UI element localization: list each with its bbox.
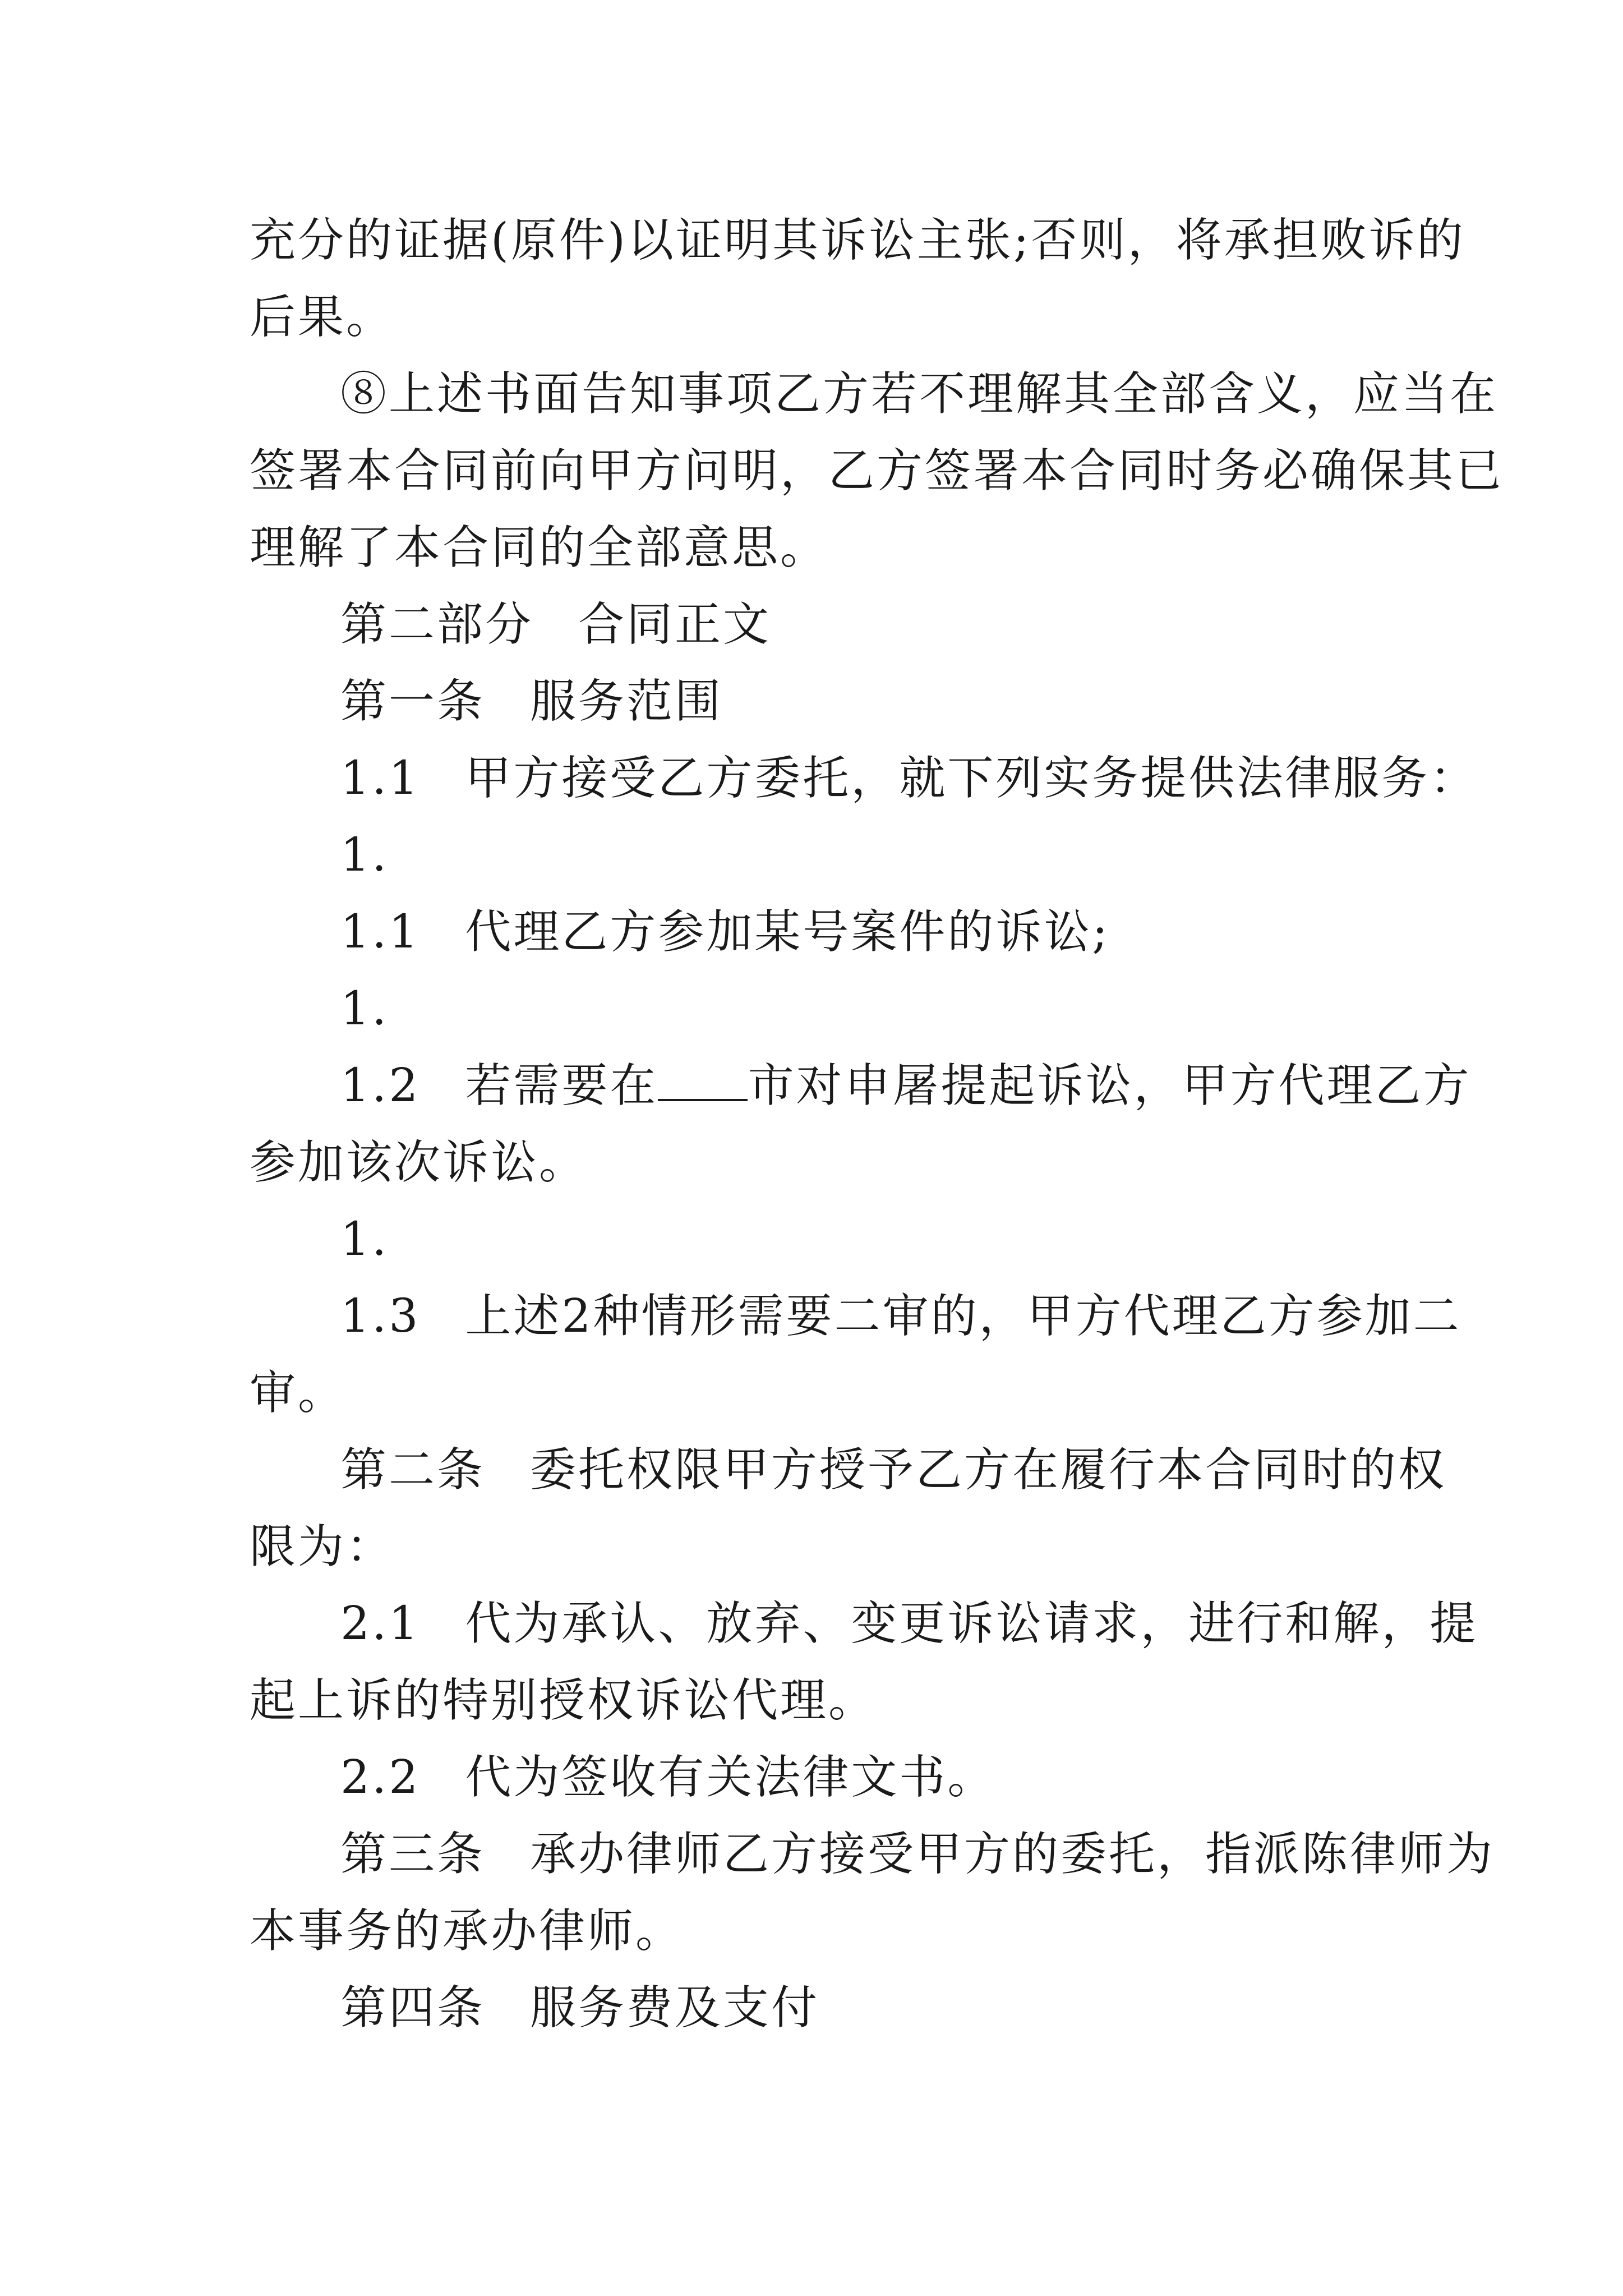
article-label: 第一条 bbox=[340, 675, 486, 728]
clause-line bbox=[250, 1739, 1388, 1816]
section-heading bbox=[250, 586, 1388, 663]
article-title: 承办律师乙方接受甲方的委托，指派陈律师为 bbox=[530, 1828, 1495, 1881]
line-text: 理解了本合同的全部意思。 bbox=[250, 521, 829, 574]
paragraph-line bbox=[250, 1893, 1388, 1970]
clause-line bbox=[250, 894, 1388, 970]
article-heading bbox=[250, 1970, 1388, 2046]
paragraph-line bbox=[250, 1508, 1388, 1585]
article-label: 第四条 bbox=[340, 1981, 486, 2035]
article-title: 服务费及支付 bbox=[530, 1981, 820, 2035]
line-text: 充分的证据(原件)以证明其诉讼主张;否则，将承担败诉的 bbox=[250, 214, 1465, 267]
clause-line bbox=[250, 1201, 1388, 1278]
clause-line bbox=[250, 740, 1478, 817]
clause-line bbox=[250, 817, 1388, 894]
clause-number: 2.1 bbox=[340, 1597, 421, 1650]
paragraph-line bbox=[250, 1124, 1388, 1201]
line-text: 审。 bbox=[250, 1366, 347, 1420]
line-text: ⑧上述书面告知事项乙方若不理解其全部含义，应当在 bbox=[340, 367, 1498, 421]
clause-text: 代为承认、放弃、变更诉讼请求，进行和解，提 bbox=[465, 1597, 1478, 1650]
line-text: 后果。 bbox=[250, 291, 395, 344]
paragraph-line bbox=[250, 1355, 1388, 1432]
article-label: 第三条 bbox=[340, 1828, 486, 1881]
paragraph-line bbox=[250, 509, 1388, 586]
clause-text: 代理乙方参加某号案件的诉讼; bbox=[465, 905, 1110, 959]
clause-number: 1.1 bbox=[340, 752, 421, 805]
article-label: 第二条 bbox=[340, 1443, 486, 1497]
clause-number: 1. bbox=[340, 982, 389, 1036]
paragraph-line bbox=[250, 1662, 1388, 1739]
line-text: 限为： bbox=[250, 1520, 395, 1573]
line-text: 本事务的承办律师。 bbox=[250, 1904, 684, 1958]
section-label: 第二部分 bbox=[340, 598, 534, 651]
paragraph-line bbox=[250, 432, 1504, 509]
article-title: 服务范围 bbox=[530, 675, 723, 728]
clause-number: 2.2 bbox=[340, 1751, 421, 1804]
clause-text: 若需要在 bbox=[465, 1059, 658, 1112]
article-title: 委托权限甲方授予乙方在履行本合同时的权 bbox=[530, 1443, 1447, 1497]
section-title: 合同正文 bbox=[578, 598, 772, 651]
clause-number: 1.2 bbox=[340, 1059, 421, 1112]
clause-number: 1.1 bbox=[340, 905, 421, 959]
paragraph-line bbox=[250, 279, 1388, 356]
clause-text: 上述2种情形需要二审的，甲方代理乙方参加二 bbox=[465, 1290, 1461, 1343]
line-text: 签署本合同前向甲方问明，乙方签署本合同时务必确保其已 bbox=[250, 444, 1504, 498]
article-heading bbox=[250, 1816, 1495, 1893]
contract-body bbox=[250, 202, 1504, 2046]
line-text: 起上诉的特别授权诉讼代理。 bbox=[250, 1674, 877, 1727]
line-text: 参加该次诉讼。 bbox=[250, 1136, 588, 1189]
paragraph-line bbox=[250, 202, 1465, 279]
clause-text: 代为签收有关法律文书。 bbox=[465, 1751, 996, 1804]
clause-number: 1.3 bbox=[340, 1290, 421, 1343]
article-heading bbox=[250, 1432, 1447, 1508]
clause-text: 市对申屠提起诉讼，甲方代理乙方 bbox=[748, 1059, 1472, 1112]
clause-line bbox=[250, 1047, 1472, 1124]
clause-line bbox=[250, 1278, 1461, 1355]
clause-number: 1. bbox=[340, 1213, 389, 1266]
article-heading bbox=[250, 663, 1388, 740]
paragraph-line bbox=[250, 356, 1498, 432]
clause-line bbox=[250, 970, 1388, 1047]
fill-in-blank bbox=[658, 1064, 748, 1101]
clause-line bbox=[250, 1585, 1478, 1662]
clause-text: 甲方接受乙方委托，就下列实务提供法律服务： bbox=[465, 752, 1478, 805]
clause-number: 1. bbox=[340, 829, 389, 882]
